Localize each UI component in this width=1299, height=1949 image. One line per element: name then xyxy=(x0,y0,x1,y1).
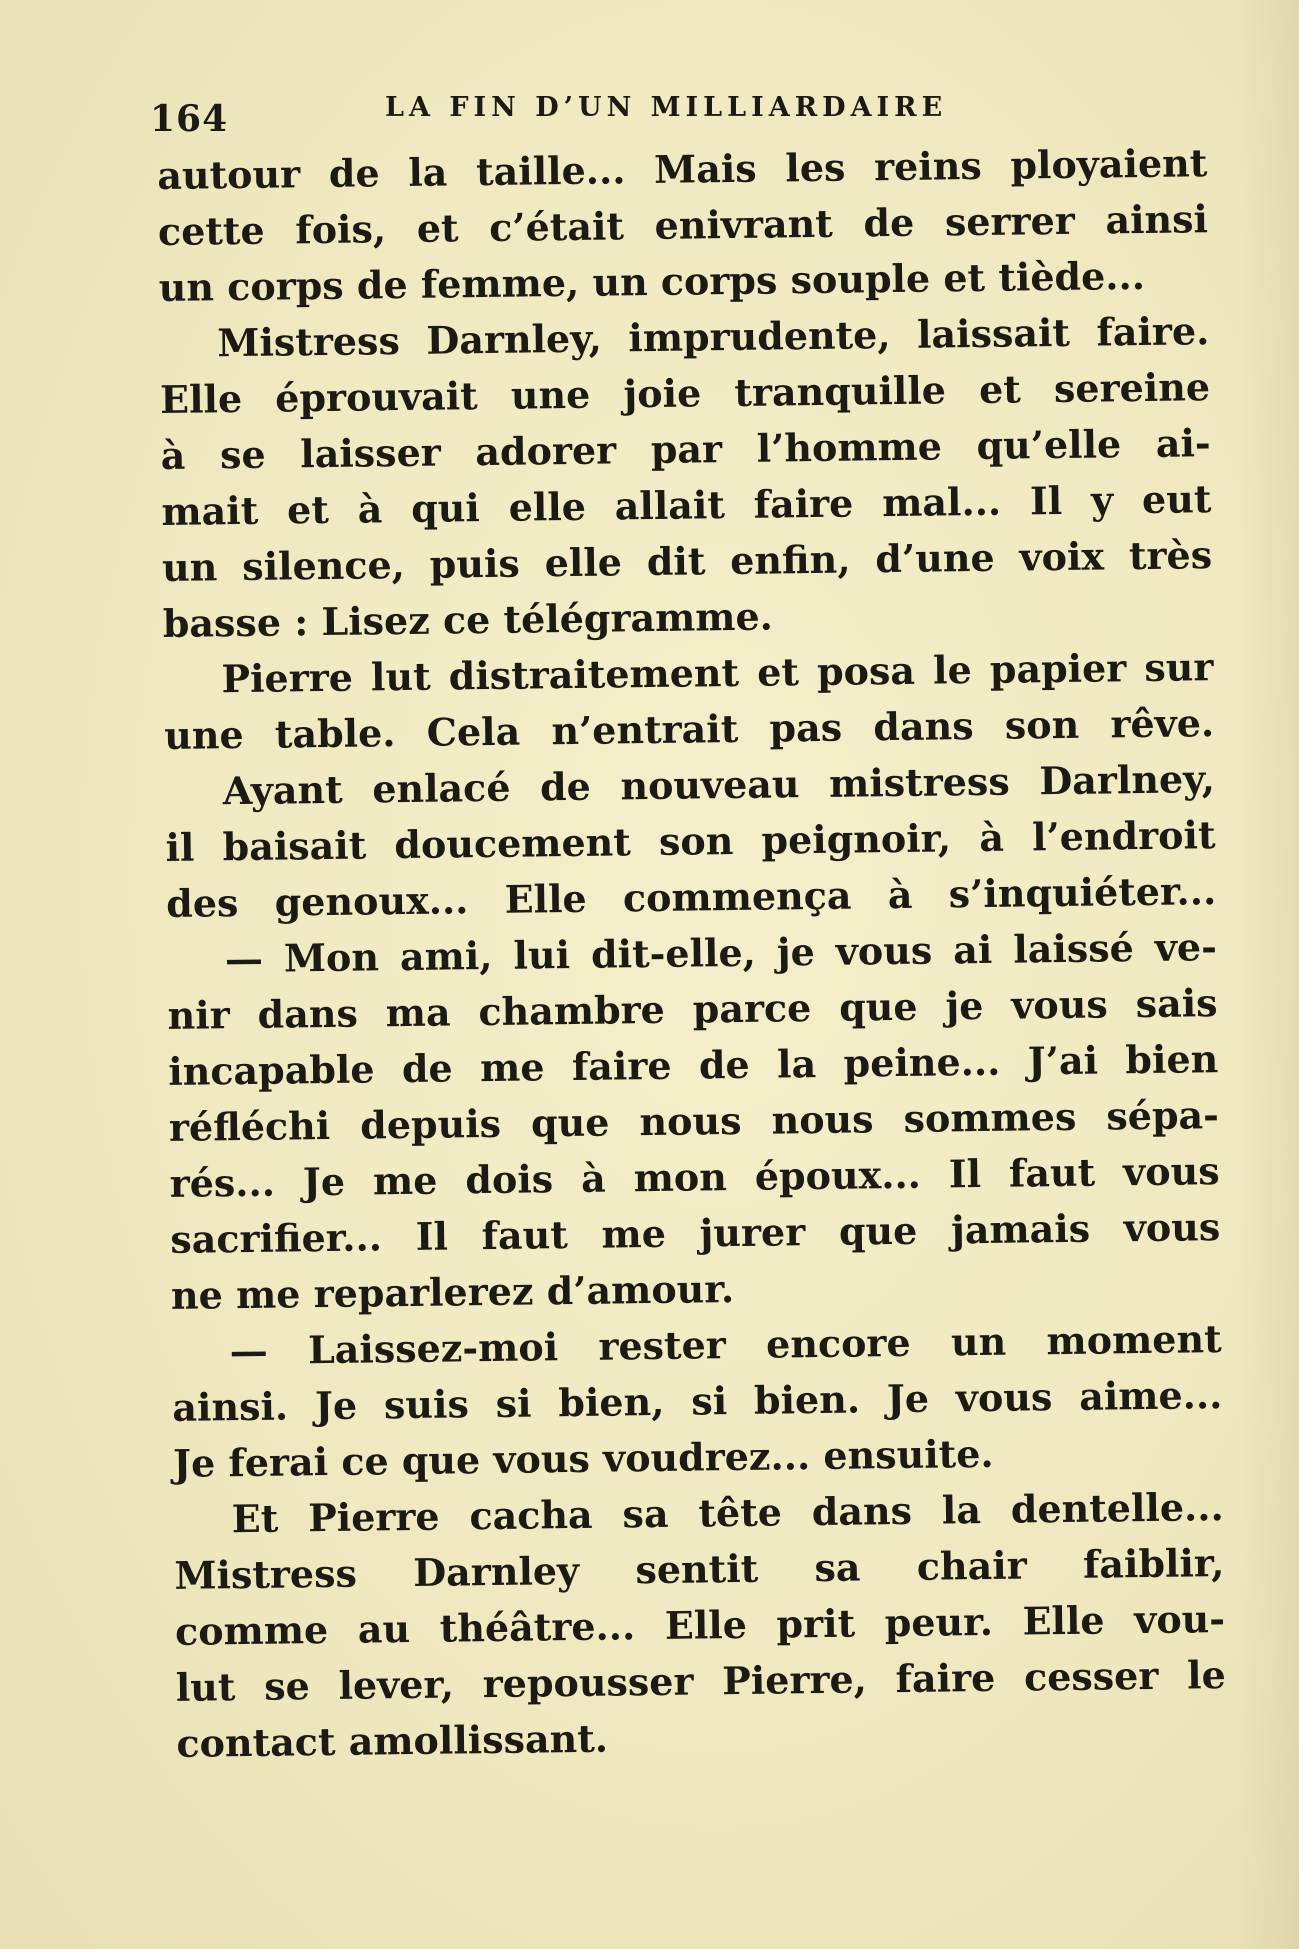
text-line: un silence, puis elle dit enfin, d’une voix très xyxy=(161,532,1213,590)
text-line: il baisait doucement son peignoir, à l’endroit xyxy=(165,812,1216,870)
text-line: Elle éprouvait une joie tranquille et sereine xyxy=(159,364,1211,422)
text-line: ainsi. Je suis si bien, si bien. Je vous aime... xyxy=(172,1372,1223,1430)
text-line: ne me reparlerez d’amour. xyxy=(170,1266,735,1318)
running-title: LA FIN D’UN MILLIARDAIRE xyxy=(385,92,948,123)
page-number: 164 xyxy=(150,98,229,140)
text-line: Mistress Darnley sentit sa chair faiblir, xyxy=(174,1540,1225,1598)
body-text xyxy=(157,135,1227,1772)
text-line: incapable de me faire de la peine... J’ai bien xyxy=(168,1036,1219,1094)
text-line: Ayant enlacé de nouveau mistress Darlney, xyxy=(222,756,1216,814)
text-line: rés... Je me dois à mon époux... Il faut vous xyxy=(169,1148,1220,1206)
text-line: sacrifier... Il faut me jurer que jamais vous xyxy=(170,1204,1221,1262)
text-line: réfléchi depuis que nous nous sommes sépa- xyxy=(168,1092,1220,1150)
text-line: — Laissez-moi rester encore un moment xyxy=(229,1316,1222,1374)
text-line: lut se lever, repousser Pierre, faire cesser le xyxy=(175,1652,1227,1710)
text-line: autour de la taille... Mais les reins ployaient xyxy=(157,140,1208,198)
page-header xyxy=(150,80,950,140)
text-line: comme au théâtre... Elle prit peur. Elle vou- xyxy=(174,1596,1226,1654)
text-line: — Mon ami, lui dit-elle, je vous ai laissé ve- xyxy=(224,924,1218,982)
text-line: Je ferai ce que vous voudrez... ensuite. xyxy=(172,1430,994,1486)
text-line: cette fois, et c’était enivrant de serrer ainsi xyxy=(157,196,1209,254)
text-line: un corps de femme, un corps souple et tiède... xyxy=(158,252,1146,310)
text-line: Pierre lut distraitement et posa le papier sur xyxy=(221,644,1214,702)
text-line: des genoux... Elle commença à s’inquiéter... xyxy=(165,868,1217,926)
text-line: une table. Cela n’entrait pas dans son rêve. xyxy=(163,700,1215,758)
text-line: mait et à qui elle allait faire mal... Il y eut xyxy=(161,476,1212,534)
text-line: à se laisser adorer par l’homme qu’elle ai- xyxy=(160,420,1211,478)
text-line: Et Pierre cacha sa tête dans la dentelle... xyxy=(231,1484,1224,1542)
text-line: basse : Lisez ce télégramme. xyxy=(162,593,774,646)
text-line: nir dans ma chambre parce que je vous sais xyxy=(167,980,1218,1038)
text-line: Mistress Darnley, imprudente, laissait faire. xyxy=(217,308,1210,366)
page-edge-shadow xyxy=(1239,0,1299,1949)
text-line: contact amollissant. xyxy=(176,1715,609,1766)
